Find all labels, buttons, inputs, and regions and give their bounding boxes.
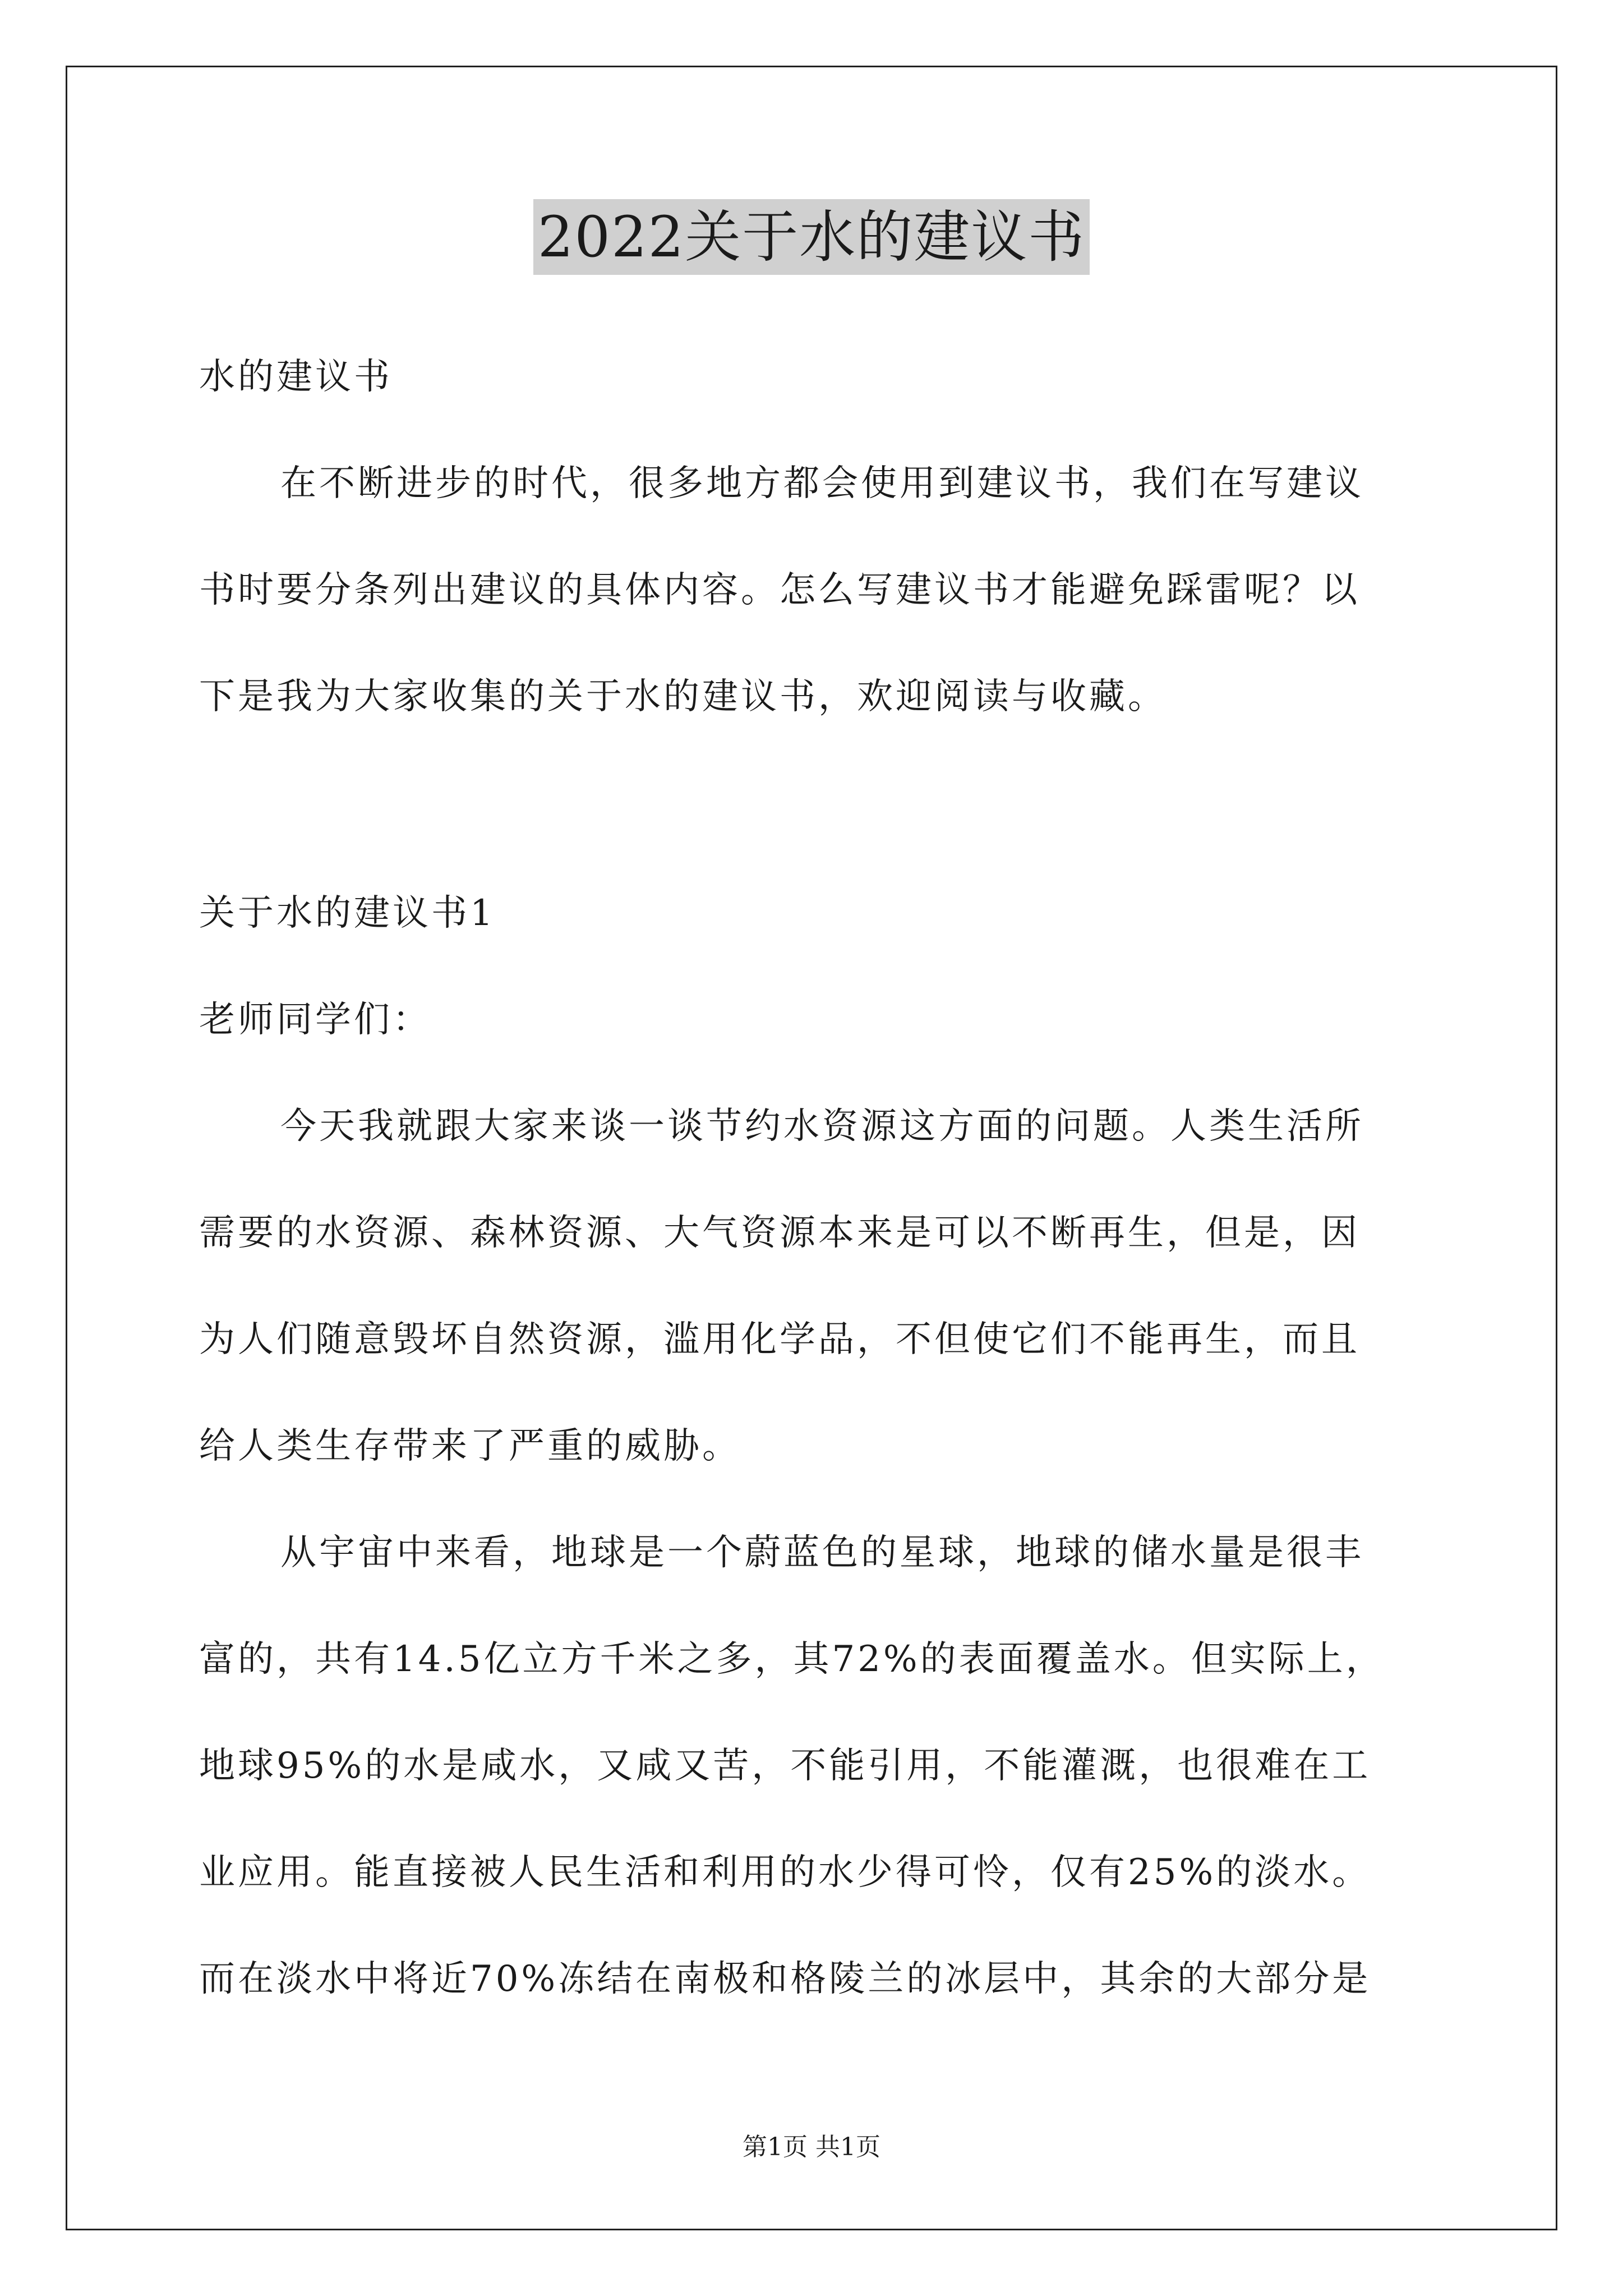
paragraph-2-line-5: 而在淡水中将近70%冻结在南极和格陵兰的冰层中，其余的大部分是 <box>199 1958 1371 2000</box>
salutation: 老师同学们： <box>199 999 431 1041</box>
paragraph-2-line-3: 地球95%的水是咸水，又咸又苦，不能引用，不能灌溉，也很难在工 <box>199 1745 1371 1787</box>
paragraph-1-line-1: 今天我就跟大家来谈一谈节约水资源这方面的问题。人类生活所 <box>280 1106 1364 1147</box>
paragraph-2-line-2: 富的，共有14.5亿立方千米之多，其72%的表面覆盖水。但实际上， <box>199 1639 1385 1680</box>
paragraph-2-line-4: 业应用。能直接被人民生活和利用的水少得可怜，仅有25%的淡水。 <box>199 1852 1371 1893</box>
paragraph-1-line-4: 给人类生存带来了严重的威胁。 <box>199 1425 741 1467</box>
subsection-heading: 关于水的建议书1 <box>199 892 496 934</box>
intro-line-1: 在不断进步的时代，很多地方都会使用到建议书，我们在写建议 <box>280 463 1364 504</box>
paragraph-1-line-2: 需要的水资源、森林资源、大气资源本来是可以不断再生，但是，因 <box>199 1212 1360 1254</box>
intro-line-3: 下是我为大家收集的关于水的建议书，欢迎阅读与收藏。 <box>199 676 1166 717</box>
intro-line-2: 书时要分条列出建议的具体内容。怎么写建议书才能避免踩雷呢？以 <box>199 569 1360 611</box>
section-heading: 水的建议书 <box>199 356 393 398</box>
page-number-footer: 第1页 共1页 <box>743 2133 880 2161</box>
title-container <box>0 199 1623 275</box>
document-title: 2022关于水的建议书 <box>533 199 1090 275</box>
paragraph-2-line-1: 从宇宙中来看，地球是一个蔚蓝色的星球，地球的储水量是很丰 <box>280 1532 1364 1573</box>
paragraph-1-line-3: 为人们随意毁坏自然资源，滥用化学品，不但使它们不能再生，而且 <box>199 1319 1360 1360</box>
